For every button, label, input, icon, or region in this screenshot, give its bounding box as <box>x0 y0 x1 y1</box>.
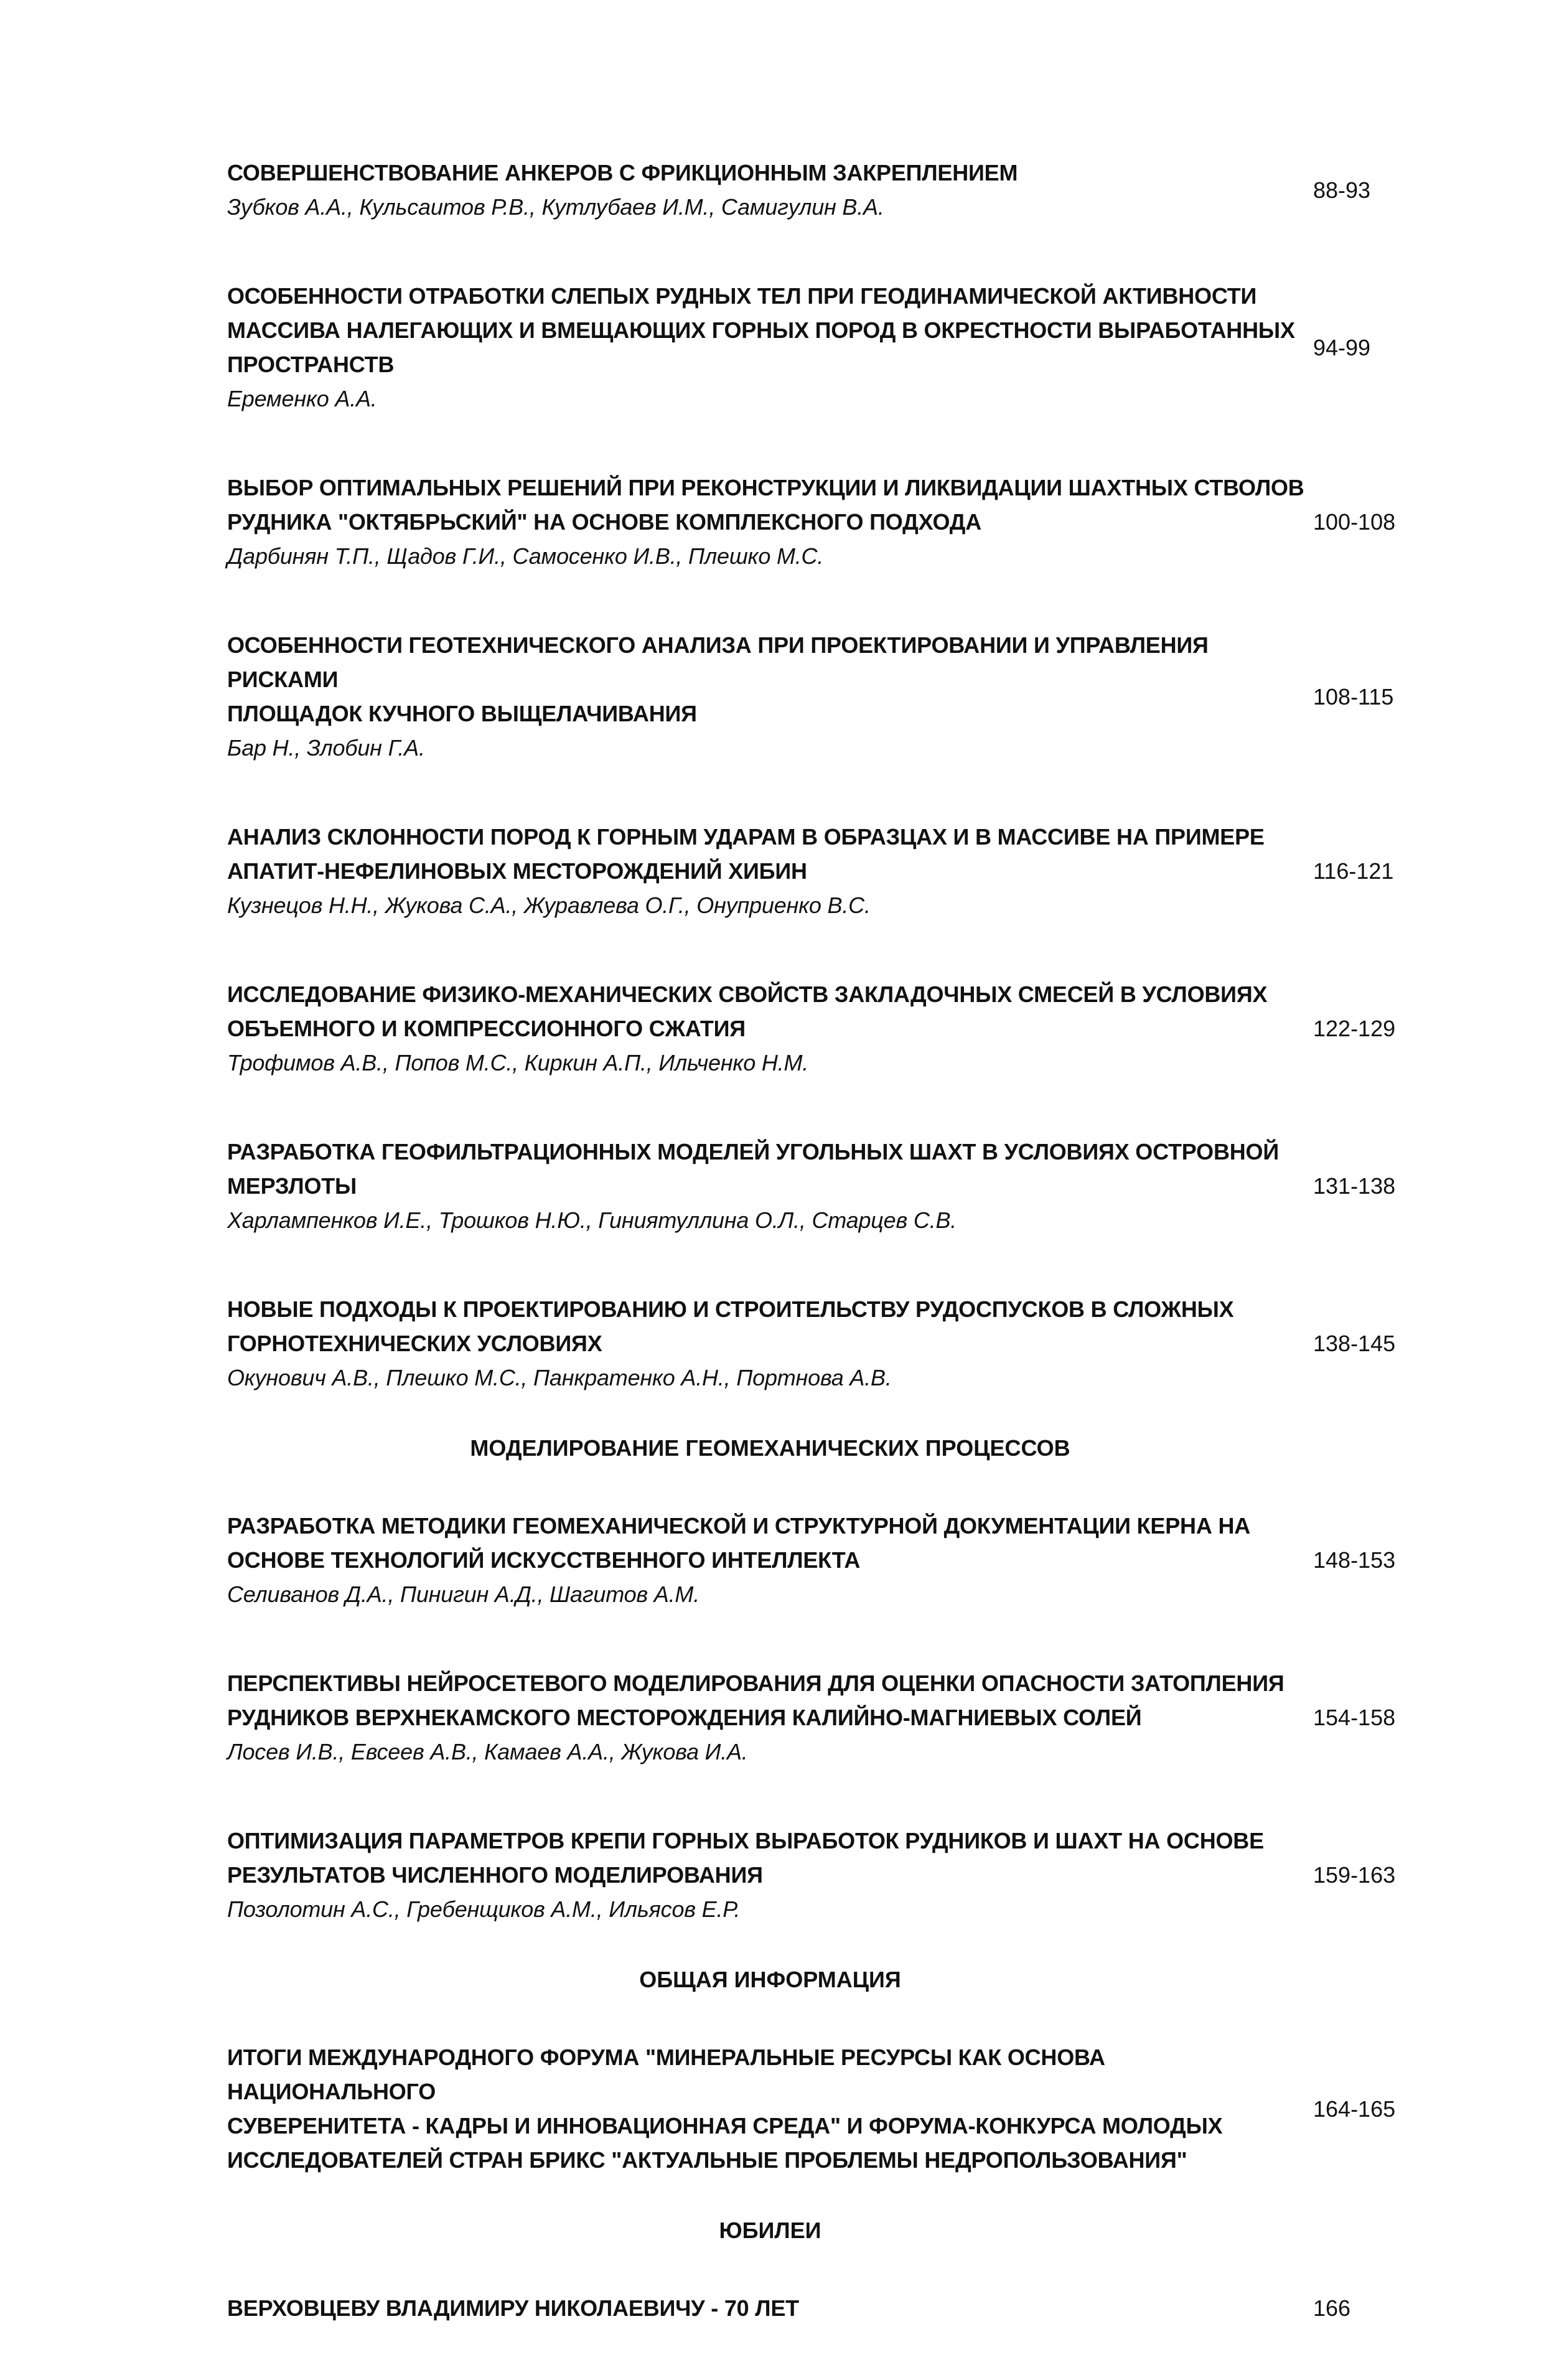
toc-entry-title: ОПТИМИЗАЦИЯ ПАРАМЕТРОВ КРЕПИ ГОРНЫХ ВЫРАБОТОК РУДНИКОВ И ШАХТ НА ОСНОВЕ РЕЗУЛЬТАТОВ ЧИСЛЕННОГО МОДЕЛИРОВАНИЯ <box>227 1828 1264 1888</box>
toc-entry-text <box>227 471 1313 573</box>
toc-entry-title: АНАЛИЗ СКЛОННОСТИ ПОРОД К ГОРНЫМ УДАРАМ В ОБРАЗЦАХ И В МАССИВЕ НА ПРИМЕРЕ АПАТИТ-НЕФЕЛИНОВЫХ МЕСТОРОЖДЕНИЙ ХИБИН <box>227 824 1265 884</box>
toc-entry-pages: 159-163 <box>1313 1862 1396 1888</box>
toc-entry-authors: Лосев И.В., Евсеев А.В., Камаев А.А., Жукова И.А. <box>227 1739 748 1764</box>
toc-entry-authors: Зубков А.А., Кульсаитов Р.В., Кутлубаев И.М., Самигулин В.А. <box>227 194 884 220</box>
toc-entry-authors: Селиванов Д.А., Пинигин А.Д., Шагитов А.М. <box>227 1581 699 1607</box>
toc-entry-pages: 100-108 <box>1313 509 1396 535</box>
toc-entry-pages: 88-93 <box>1313 177 1371 203</box>
toc-entry-authors: Бар Н., Злобин Г.А. <box>227 735 425 761</box>
toc-entry-text <box>227 1666 1313 1769</box>
toc-entry-title: ВЕРХОВЦЕВУ ВЛАДИМИРУ НИКОЛАЕВИЧУ - 70 ЛЕТ <box>227 2295 799 2321</box>
toc-entry-text <box>227 1135 1313 1237</box>
toc-entry <box>227 471 1466 573</box>
toc-entry-text <box>227 2040 1313 2177</box>
toc-entry-text <box>227 1292 1313 1395</box>
toc-entry <box>227 1509 1466 1611</box>
toc-entry-title: ИТОГИ МЕЖДУНАРОДНОГО ФОРУМА "МИНЕРАЛЬНЫЕ РЕСУРСЫ КАК ОСНОВА НАЦИОНАЛЬНОГО СУВЕРЕНИТЕТА - КАДРЫ И ИННОВАЦИОННАЯ СРЕДА" И ФОРУМА-КОНКУРСА МОЛОДЫХ ИССЛЕДОВАТЕЛЕЙ СТРАН БРИКС "АКТУАЛЬНЫЕ ПРОБЛЕМЫ НЕДРОПОЛЬЗОВАНИЯ" <box>227 2045 1223 2173</box>
section-heading-modeling: МОДЕЛИРОВАНИЕ ГЕОМЕХАНИЧЕСКИХ ПРОЦЕССОВ <box>470 1435 1070 1461</box>
toc-entry-authors: Харлампенков И.Е., Трошков Н.Ю., Гиниятуллина О.Л., Старцев С.В. <box>227 1207 957 1233</box>
toc-entry-pages: 164-165 <box>1313 2096 1396 2122</box>
toc-entry-authors: Дарбинян Т.П., Щадов Г.И., Самосенко И.В., Плешко М.С. <box>227 543 824 569</box>
toc-entry <box>227 279 1466 416</box>
toc-entry-title: НОВЫЕ ПОДХОДЫ К ПРОЕКТИРОВАНИЮ И СТРОИТЕЛЬСТВУ РУДОСПУСКОВ В СЛОЖНЫХ ГОРНОТЕХНИЧЕСКИХ УСЛОВИЯХ <box>227 1296 1234 1356</box>
toc-entry-pages: 138-145 <box>1313 1331 1396 1356</box>
toc-entry <box>227 1135 1466 1237</box>
toc-entry-authors: Окунович А.В., Плешко М.С., Панкратенко А.Н., Портнова А.В. <box>227 1365 892 1390</box>
toc-entry-text <box>227 820 1313 922</box>
toc-entry-title: ПЕРСПЕКТИВЫ НЕЙРОСЕТЕВОГО МОДЕЛИРОВАНИЯ ДЛЯ ОЦЕНКИ ОПАСНОСТИ ЗАТОПЛЕНИЯ РУДНИКОВ ВЕРХНЕКАМСКОГО МЕСТОРОЖДЕНИЯ КАЛИЙНО-МАГНИЕВЫХ СОЛЕЙ <box>227 1670 1284 1730</box>
toc-entry-authors: Кузнецов Н.Н., Жукова С.А., Журавлева О.Г., Онуприенко В.С. <box>227 892 871 918</box>
toc-entry <box>227 977 1466 1080</box>
toc-entry-text <box>227 2291 1313 2325</box>
toc-entry-title: РАЗРАБОТКА МЕТОДИКИ ГЕОМЕХАНИЧЕСКОЙ И СТРУКТУРНОЙ ДОКУМЕНТАЦИИ КЕРНА НА ОСНОВЕ ТЕХНОЛОГИЙ ИСКУССТВЕННОГО ИНТЕЛЛЕКТА <box>227 1513 1251 1573</box>
toc-entry-pages: 116-121 <box>1313 858 1394 884</box>
toc-entry <box>227 2291 1466 2325</box>
toc-entry-authors: Еременко А.А. <box>227 386 377 411</box>
toc-entry-authors: Трофимов А.В., Попов М.С., Киркин А.П., Ильченко Н.М. <box>227 1050 809 1075</box>
toc-entry-text <box>227 1824 1313 1926</box>
toc-entry <box>227 1824 1466 1926</box>
toc-entry-pages: 122-129 <box>1313 1016 1396 1041</box>
toc-entry-text <box>227 1509 1313 1611</box>
toc-entry-title: РАЗРАБОТКА ГЕОФИЛЬТРАЦИОННЫХ МОДЕЛЕЙ УГОЛЬНЫХ ШАХТ В УСЛОВИЯХ ОСТРОВНОЙ МЕРЗЛОТЫ <box>227 1139 1280 1199</box>
toc-entry-text <box>227 279 1313 416</box>
toc-entry <box>227 1292 1466 1395</box>
toc-entry-pages: 148-153 <box>1313 1547 1396 1573</box>
toc-entry-title: ВЫБОР ОПТИМАЛЬНЫХ РЕШЕНИЙ ПРИ РЕКОНСТРУКЦИИ И ЛИКВИДАЦИИ ШАХТНЫХ СТВОЛОВ РУДНИКА "ОКТЯБРЬСКИЙ" НА ОСНОВЕ КОМПЛЕКСНОГО ПОДХОДА <box>227 475 1304 535</box>
toc-entry-pages: 94-99 <box>1313 334 1371 360</box>
toc-entry-title: ИССЛЕДОВАНИЕ ФИЗИКО-МЕХАНИЧЕСКИХ СВОЙСТВ ЗАКЛАДОЧНЫХ СМЕСЕЙ В УСЛОВИЯХ ОБЪЕМНОГО И КОМПРЕССИОННОГО СЖАТИЯ <box>227 982 1268 1041</box>
section-heading-general: ОБЩАЯ ИНФОРМАЦИЯ <box>639 1967 901 1992</box>
toc-entry-title: ОСОБЕННОСТИ ГЕОТЕХНИЧЕСКОГО АНАЛИЗА ПРИ ПРОЕКТИРОВАНИИ И УПРАВЛЕНИЯ РИСКАМИ ПЛОЩАДОК КУЧНОГО ВЫЩЕЛАЧИВАНИЯ <box>227 632 1209 726</box>
toc-entry <box>227 1666 1466 1769</box>
toc-entry-pages: 166 <box>1313 2295 1351 2321</box>
toc-entry-title: СОВЕРШЕНСТВОВАНИЕ АНКЕРОВ С ФРИКЦИОННЫМ ЗАКРЕПЛЕНИЕМ <box>227 160 1018 185</box>
toc-entry-pages: 131-138 <box>1313 1173 1396 1199</box>
toc-entry-text <box>227 628 1313 765</box>
toc-entry-pages: 108-115 <box>1313 683 1394 710</box>
toc-entry-pages: 154-158 <box>1313 1705 1396 1730</box>
toc-entry <box>227 820 1466 922</box>
toc-entry-text <box>227 156 1313 224</box>
toc-entry-title: ОСОБЕННОСТИ ОТРАБОТКИ СЛЕПЫХ РУДНЫХ ТЕЛ ПРИ ГЕОДИНАМИЧЕСКОЙ АКТИВНОСТИ МАССИВА НАЛЕГАЮЩИХ И ВМЕЩАЮЩИХ ГОРНЫХ ПОРОД В ОКРЕСТНОСТИ ВЫРАБОТАННЫХ ПРОСТРАНСТВ <box>227 283 1295 377</box>
toc-entry-authors: Позолотин А.С., Гребенщиков А.М., Ильясов Е.Р. <box>227 1896 741 1922</box>
toc-entry <box>227 628 1466 765</box>
toc-entry-text <box>227 977 1313 1080</box>
toc-entry <box>227 156 1466 224</box>
section-heading-jubilee: ЮБИЛЕИ <box>719 2218 821 2243</box>
table-of-contents <box>227 156 1466 2380</box>
toc-entry <box>227 2040 1466 2177</box>
